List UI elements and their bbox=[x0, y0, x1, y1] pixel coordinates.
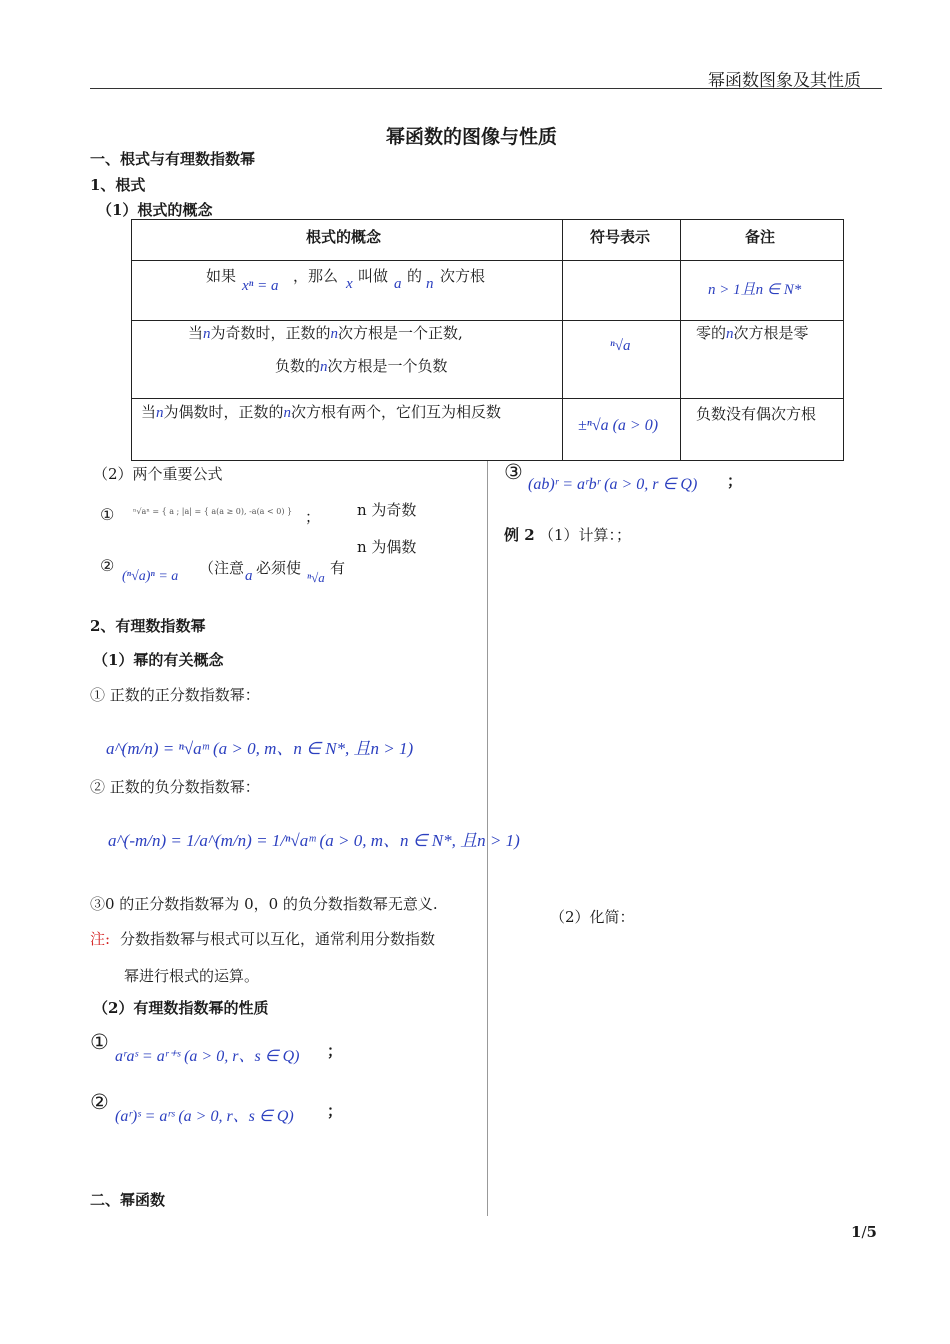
formula-1-semicolon: ； bbox=[305, 508, 321, 526]
note-text: 分数指数幂与根式可以互化，通常利用分数指数 bbox=[120, 930, 436, 948]
section-heading-1: 一、根式与有理数指数幂 bbox=[90, 150, 256, 168]
formulas-heading: （2）两个重要公式 bbox=[93, 465, 223, 483]
table-header-symbol: 符号表示 bbox=[590, 228, 651, 246]
formula-2-note: 必须使 bbox=[256, 559, 302, 577]
page-title: 幂函数的图像与性质 bbox=[386, 126, 558, 148]
row1-var-x: x bbox=[346, 276, 353, 292]
row1-text: ，那么 bbox=[293, 267, 339, 285]
row1-remark: n > 1且n ∈ N* bbox=[708, 282, 802, 298]
item-negative-fraction-exponent: ② 正数的负分数指数幂： bbox=[90, 778, 260, 796]
row2-remark-var: n bbox=[726, 326, 734, 342]
row3-text: 为偶数时，正数的 bbox=[163, 403, 284, 421]
subsection-heading-root-concept: （1）根式的概念 bbox=[97, 201, 213, 219]
row1-equation: xⁿ = a bbox=[242, 278, 279, 294]
table-divider bbox=[132, 260, 843, 261]
row2-symbol: ⁿ√a bbox=[610, 338, 631, 354]
row2-text: 次方根是一个负数 bbox=[327, 357, 448, 375]
property-2-number: ② bbox=[90, 1090, 109, 1114]
example-part-1: （1）计算：； bbox=[539, 526, 632, 544]
row1-text: 如果 bbox=[206, 267, 237, 285]
table-header-concept: 根式的概念 bbox=[306, 228, 382, 246]
table-header-remark: 备注 bbox=[745, 228, 776, 246]
property-1-number: ① bbox=[90, 1030, 109, 1054]
example-part-2: （2）化简： bbox=[550, 908, 635, 926]
property-3: (ab)ʳ = aʳbʳ (a > 0, r ∈ Q) bbox=[528, 476, 698, 493]
row3-var-n: n bbox=[283, 405, 292, 421]
formula-2-note: （注意 bbox=[199, 559, 245, 577]
page-current: 1 bbox=[851, 1223, 862, 1241]
row2-text: 为奇数时，正数的 bbox=[210, 324, 331, 342]
property-2: (aʳ)ˢ = aʳˢ (a > 0, r、s ∈ Q) bbox=[115, 1108, 294, 1125]
formula-1-expression: ⁿ√aⁿ = { a ; |a| = { a(a ≥ 0), -a(a < 0) } bbox=[133, 507, 293, 516]
formula-2-note-radical: ⁿ√a bbox=[307, 570, 325, 585]
row2-text: 次方根是一个正数, bbox=[338, 324, 463, 342]
section-heading-power-functions: 二、幂函数 bbox=[90, 1191, 166, 1209]
formula-2-note-var: a bbox=[245, 568, 253, 584]
note-label: 注: bbox=[90, 930, 111, 948]
row2-text: 负数的 bbox=[275, 357, 321, 375]
page-separator: / bbox=[861, 1223, 867, 1241]
equation-positive-fraction: a^(m/n) = ⁿ√aᵐ (a > 0, m、n ∈ N*, 且n > 1) bbox=[106, 739, 414, 758]
equation-negative-fraction: a^(-m/n) = 1/a^(m/n) = 1/ⁿ√aᵐ (a > 0, m、n ∈ N*, 且n > 1) bbox=[108, 831, 520, 850]
property-3-end: ； bbox=[727, 472, 743, 490]
property-1-end: ； bbox=[327, 1042, 343, 1060]
section-heading-rational-powers: 2、有理数指数幂 bbox=[90, 617, 206, 635]
item-positive-fraction-exponent: ① 正数的正分数指数幂： bbox=[90, 686, 260, 704]
example-label: 例 2 bbox=[504, 526, 535, 544]
row1-var-n: n bbox=[426, 276, 434, 292]
property-1: aʳaˢ = aʳ⁺ˢ (a > 0, r、s ∈ Q) bbox=[115, 1048, 300, 1065]
item-zero-exponent: ③0 的正分数指数幂为 0，0 的负分数指数幂无意义. bbox=[90, 895, 438, 913]
row3-var-n: n bbox=[156, 405, 164, 421]
formula-1-number: ① bbox=[100, 505, 115, 524]
formula-1-odd: n 为奇数 bbox=[357, 501, 417, 519]
formula-2-expression: (ⁿ√a)ⁿ = a bbox=[122, 569, 179, 584]
row3-text: 当 bbox=[141, 403, 157, 421]
row2-remark: 零的 bbox=[696, 324, 727, 342]
header-title: 幂函数图象及其性质 bbox=[708, 71, 861, 91]
subsection-heading-roots: 1、根式 bbox=[90, 176, 146, 194]
subsection-heading-properties: （2）有理数指数幂的性质 bbox=[93, 999, 269, 1017]
note-text: 幂进行根式的运算。 bbox=[124, 967, 260, 985]
row2-var-n: n bbox=[320, 359, 328, 375]
property-3-number: ③ bbox=[504, 460, 523, 484]
header-rule bbox=[90, 88, 882, 89]
row3-remark: 负数没有偶次方根 bbox=[696, 405, 817, 423]
row1-text: 次方根 bbox=[440, 267, 486, 285]
table-divider bbox=[132, 320, 843, 321]
row3-text: 次方根有两个，它们互为相反数 bbox=[291, 403, 502, 421]
formula-1-even: n 为偶数 bbox=[357, 538, 417, 556]
row3-symbol: ±ⁿ√a (a > 0) bbox=[578, 417, 659, 434]
table-divider bbox=[132, 398, 843, 399]
row2-var-n: n bbox=[203, 326, 211, 342]
table-divider bbox=[562, 220, 563, 460]
row1-text: 叫做 bbox=[358, 267, 389, 285]
page-total: 5 bbox=[866, 1223, 877, 1241]
row1-text: 的 bbox=[407, 267, 423, 285]
subsection-heading-power-concepts: （1）幂的有关概念 bbox=[93, 651, 224, 669]
row2-var-n: n bbox=[330, 326, 339, 342]
property-2-end: ； bbox=[327, 1102, 343, 1120]
row2-remark: 次方根是零 bbox=[733, 324, 809, 342]
formula-2-note: 有 bbox=[330, 559, 346, 577]
row1-var-a: a bbox=[394, 276, 402, 292]
page-number bbox=[851, 1223, 877, 1241]
root-concept-table bbox=[131, 219, 844, 461]
row2-text: 当 bbox=[188, 324, 204, 342]
formula-2-number: ② bbox=[100, 556, 115, 575]
table-divider bbox=[680, 220, 681, 460]
